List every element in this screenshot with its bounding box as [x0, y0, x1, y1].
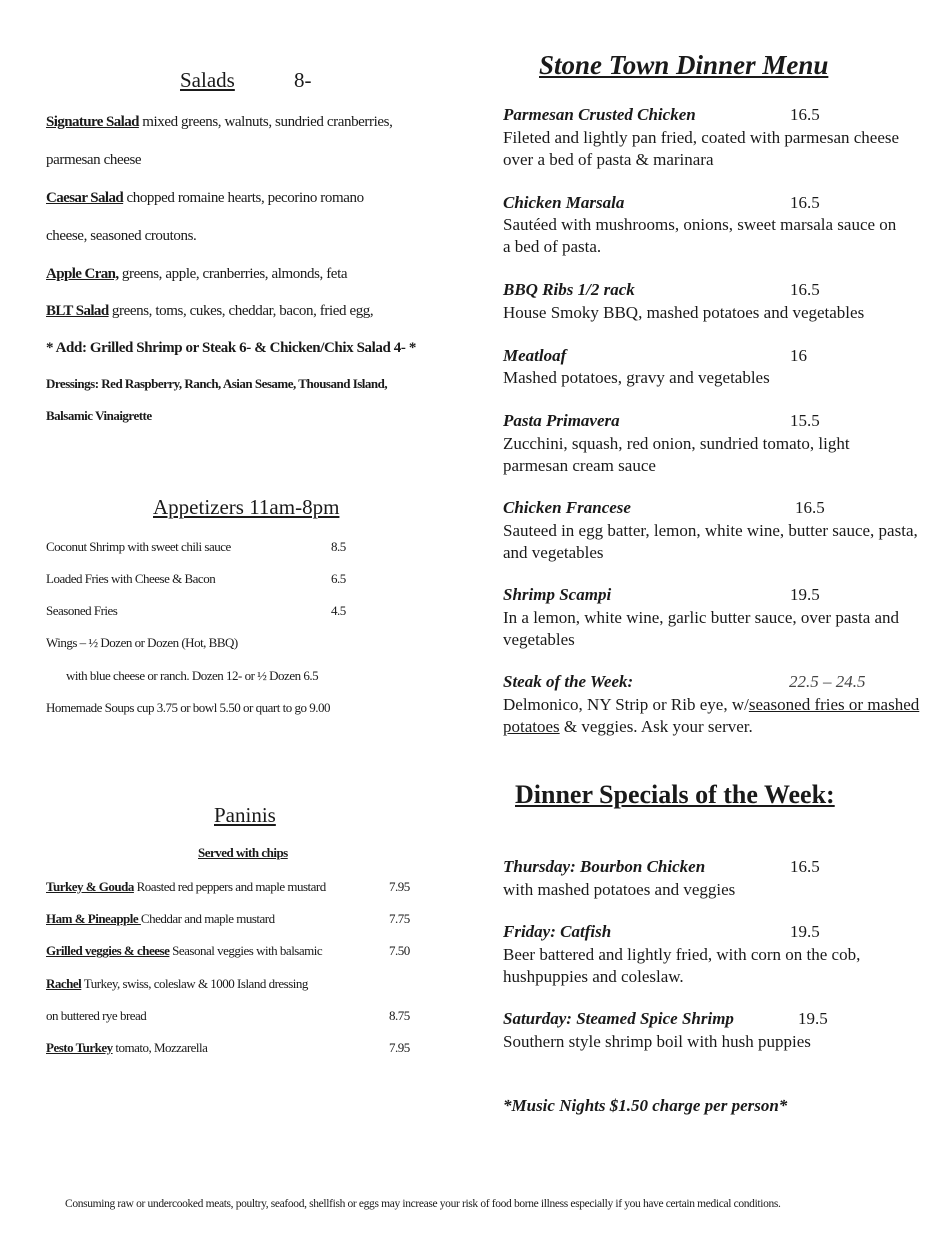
appetizers-heading: Appetizers 11am-8pm [153, 495, 340, 519]
steak-of-week-name: Steak of the Week: [503, 672, 634, 691]
appetizer-name: Coconut Shrimp with sweet chili sauce [46, 539, 231, 554]
dinner-item-price: 16.5 [790, 105, 820, 124]
appetizer-name: Seasoned Fries [46, 603, 118, 618]
dinner-item-desc: Sautéed with mushrooms, onions, sweet marsala sauce on a bed of pasta. [503, 215, 897, 256]
food-safety-disclaimer: Consuming raw or undercooked meats, poultry, seafood, shellfish or eggs may increase your risk of food borne illness especially if you have certain medical conditions. [65, 1198, 781, 1210]
panini-item: Rachel Turkey, swiss, coleslaw & 1000 Island dressing [46, 976, 308, 991]
paninis-subheading: Served with chips [198, 845, 288, 860]
dinner-item-desc: In a lemon, white wine, garlic butter sauce, over pasta and vegetables [503, 608, 900, 649]
salads-heading: Salads [180, 68, 235, 92]
panini-price: 7.95 [389, 879, 410, 894]
salad-item: BLT Salad greens, toms, cukes, cheddar, bacon, fried egg, [46, 303, 374, 319]
salad-dressings-line1: Dressings: Red Raspberry, Ranch, Asian Sesame, Thousand Island, [46, 376, 388, 391]
panini-price: 7.95 [389, 1040, 410, 1055]
appetizer-price: 4.5 [331, 603, 346, 618]
dinner-item-name: BBQ Ribs 1/2 rack [503, 280, 635, 299]
dinner-item-price: 16.5 [795, 498, 825, 517]
special-item-price: 19.5 [798, 1009, 828, 1028]
dinner-item-desc: Sauteed in egg batter, lemon, white wine, butter sauce, pasta, and vegetables [503, 521, 918, 562]
dinner-item-price: 16.5 [790, 193, 820, 212]
dinner-item-price: 16.5 [790, 280, 820, 299]
panini-price: 7.50 [389, 943, 410, 958]
panini-item: Pesto Turkey tomato, Mozzarella [46, 1040, 208, 1055]
dinner-item-price: 16 [790, 346, 807, 365]
special-item-price: 16.5 [790, 857, 820, 876]
wings-line2: with blue cheese or ranch. Dozen 12- or ½ Dozen 6.5 [66, 668, 319, 683]
salad-item: Caesar Salad chopped romaine hearts, pecorino romano [46, 190, 364, 206]
dinner-item-name: Shrimp Scampi [503, 585, 612, 604]
dinner-item-name: Meatloaf [503, 346, 567, 365]
appetizer-price: 6.5 [331, 571, 346, 586]
dinner-item-name: Chicken Marsala [503, 193, 625, 212]
panini-item: Ham & Pineapple Cheddar and maple mustard [46, 911, 275, 926]
panini-item: Turkey & Gouda Roasted red peppers and maple mustard [46, 879, 326, 894]
soups-line: Homemade Soups cup 3.75 or bowl 5.50 or quart to go 9.00 [46, 700, 330, 715]
steak-of-week-desc: Delmonico, NY Strip or Rib eye, w/seasoned fries or mashed potatoes & veggies. Ask your server. [503, 695, 920, 736]
special-item-desc: with mashed potatoes and veggies [503, 880, 736, 899]
salad-item: Signature Salad mixed greens, walnuts, sundried cranberries, [46, 114, 393, 130]
dinner-menu-title: Stone Town Dinner Menu [539, 50, 829, 80]
steak-of-week-price: 22.5 – 24.5 [789, 672, 866, 691]
panini-item-cont: on buttered rye bread [46, 1008, 147, 1023]
special-item-desc: Southern style shrimp boil with hush puppies [503, 1032, 811, 1051]
panini-price: 7.75 [389, 911, 410, 926]
specials-heading: Dinner Specials of the Week: [515, 780, 835, 809]
salads-price: 8- [294, 68, 312, 92]
salad-item: Apple Cran, greens, apple, cranberries, almonds, feta [46, 266, 348, 282]
wings-line1: Wings – ½ Dozen or Dozen (Hot, BBQ) [46, 635, 238, 650]
appetizer-name: Loaded Fries with Cheese & Bacon [46, 571, 216, 586]
special-item-name: Thursday: Bourbon Chicken [503, 857, 706, 876]
dinner-item-name: Parmesan Crusted Chicken [503, 105, 696, 124]
dinner-item-price: 15.5 [790, 411, 820, 430]
dinner-item-desc: House Smoky BBQ, mashed potatoes and vegetables [503, 303, 865, 322]
special-item-desc: Beer battered and lightly fried, with corn on the cob, hushpuppies and coleslaw. [503, 945, 861, 986]
salad-item-cont: parmesan cheese [46, 152, 142, 168]
special-item-name: Friday: Catfish [503, 922, 612, 941]
special-item-price: 19.5 [790, 922, 820, 941]
salad-item-cont: cheese, seasoned croutons. [46, 228, 197, 244]
dinner-item-name: Chicken Francese [503, 498, 631, 517]
dinner-item-price: 19.5 [790, 585, 820, 604]
music-nights-note: *Music Nights $1.50 charge per person* [503, 1096, 788, 1115]
salad-dressings-line2: Balsamic Vinaigrette [46, 408, 152, 423]
paninis-heading: Paninis [214, 803, 276, 827]
panini-item: Grilled veggies & cheese Seasonal veggies with balsamic [46, 943, 323, 958]
dinner-item-name: Pasta Primavera [503, 411, 620, 430]
special-item-name: Saturday: Steamed Spice Shrimp [503, 1009, 734, 1028]
salad-addons: * Add: Grilled Shrimp or Steak 6- & Chicken/Chix Salad 4- * [46, 340, 416, 356]
dinner-item-desc: Fileted and lightly pan fried, coated with parmesan cheese over a bed of pasta & marinara [503, 128, 900, 169]
dinner-item-desc: Mashed potatoes, gravy and vegetables [503, 368, 770, 387]
appetizer-price: 8.5 [331, 539, 346, 554]
dinner-item-desc: Zucchini, squash, red onion, sundried tomato, light parmesan cream sauce [503, 434, 850, 475]
panini-price: 8.75 [389, 1008, 410, 1023]
